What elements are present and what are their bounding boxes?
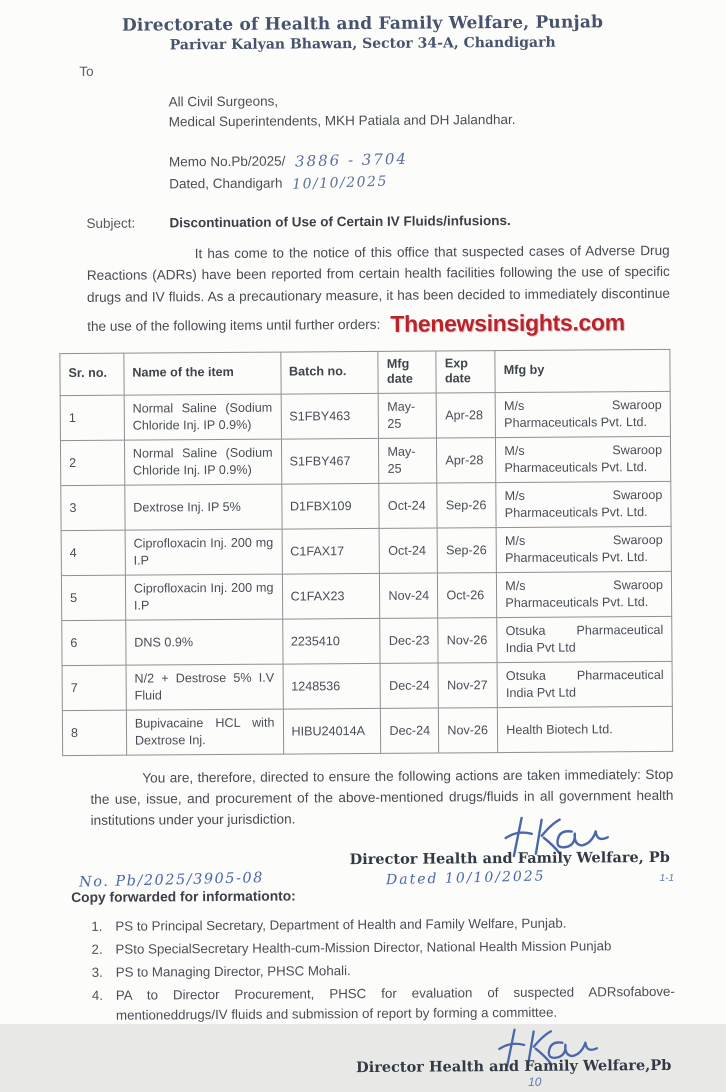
cell-batch-no: S1FBY467 bbox=[281, 438, 379, 484]
cell-sr-no: 1 bbox=[60, 395, 124, 440]
cell-exp-date: Nov-27 bbox=[438, 663, 497, 708]
memo-number-handwritten: 3886 - 3704 bbox=[295, 149, 409, 170]
memo-number-label: Memo No.Pb/2025/ bbox=[168, 153, 286, 169]
cell-mfg-date: Dec-23 bbox=[380, 618, 438, 663]
date-handwritten: 10/10/2025 bbox=[292, 173, 389, 193]
cell-item-name: DNS 0.9% bbox=[126, 619, 283, 665]
director-designation: Director Health and Family Welfare,Pb bbox=[356, 1056, 672, 1077]
cell-batch-no: C1FAX17 bbox=[282, 528, 380, 574]
forwarding-list bbox=[91, 913, 675, 1026]
table-row bbox=[62, 616, 672, 665]
cell-mfg-date: Oct-24 bbox=[379, 483, 437, 528]
signature-initials-mark: 1-1 bbox=[659, 873, 675, 885]
cell-mfg-date: Dec-24 bbox=[381, 708, 439, 753]
cell-exp-date: Nov-26 bbox=[439, 708, 498, 753]
table-row bbox=[61, 571, 671, 620]
cell-mfg-by: M/s Swaroop Pharmaceuticals Pvt. Ltd. bbox=[496, 481, 671, 527]
cell-mfg-by: Otsuka Pharmaceutical India Pvt Ltd bbox=[497, 661, 672, 707]
cell-item-name: Ciprofloxacin Inj. 200 mg I.P bbox=[125, 574, 282, 620]
cell-item-name: Dextrose Inj. IP 5% bbox=[125, 484, 282, 530]
table-row bbox=[62, 706, 672, 755]
header-mfg-by: Mfg by bbox=[495, 349, 670, 393]
table-header-row bbox=[60, 349, 670, 396]
cell-mfg-by: M/s Swaroop Pharmaceuticals Pvt. Ltd. bbox=[496, 436, 671, 482]
signature-initials-mark: 10 bbox=[528, 1074, 542, 1089]
table-row bbox=[61, 481, 671, 530]
table-row bbox=[60, 391, 670, 440]
cell-mfg-by: Otsuka Pharmaceutical India Pvt Ltd bbox=[497, 616, 672, 662]
discontinued-items-table bbox=[59, 348, 673, 756]
cell-sr-no: 7 bbox=[62, 665, 126, 710]
forwarding-item: PSto SpecialSecretary Health-cum-Mission Director, National Health Mission Punjab bbox=[115, 938, 612, 957]
cell-exp-date: Apr-28 bbox=[437, 438, 496, 483]
letterhead bbox=[57, 12, 668, 54]
cell-exp-date: Nov-26 bbox=[438, 618, 497, 663]
cell-mfg-by: M/s Swaroop Pharmaceuticals Pvt. Ltd. bbox=[495, 391, 670, 437]
addressee-line-2: Medical Superintendents, MKH Patiala and DH Jalandhar. bbox=[168, 112, 516, 130]
cell-item-name: Ciprofloxacin Inj. 200 mg I.P bbox=[125, 529, 282, 575]
department-address: Parivar Kalyan Bhawan, Sector 34-A, Chandigarh bbox=[169, 34, 556, 54]
header-exp-date: Exp date bbox=[436, 350, 495, 393]
header-item-name: Name of the item bbox=[124, 352, 281, 396]
cell-batch-no: 2235410 bbox=[282, 618, 380, 664]
body-paragraph bbox=[87, 240, 671, 345]
header-sr-no: Sr. no. bbox=[60, 353, 124, 396]
cell-batch-no: C1FAX23 bbox=[282, 573, 380, 619]
cell-exp-date: Sep-26 bbox=[437, 483, 496, 528]
cell-mfg-date: May-25 bbox=[379, 438, 437, 483]
cell-batch-no: 1248536 bbox=[283, 663, 381, 709]
cell-item-name: Normal Saline (Sodium Chloride Inj. IP 0.9%) bbox=[124, 394, 281, 440]
cell-mfg-by: M/s Swaroop Pharmaceuticals Pvt. Ltd. bbox=[497, 571, 672, 617]
cell-mfg-date: Nov-24 bbox=[380, 573, 438, 618]
table-row bbox=[60, 436, 670, 485]
watermark-text: Thenewsinsights.com bbox=[390, 309, 626, 338]
cell-batch-no: S1FBY463 bbox=[281, 393, 379, 439]
cell-item-name: Normal Saline (Sodium Chloride Inj. IP 0.9%) bbox=[124, 439, 281, 485]
addressee-line-1: All Civil Surgeons, bbox=[168, 93, 279, 110]
cell-item-name: Bupivacaine HCL with Dextrose Inj. bbox=[126, 709, 283, 755]
cell-sr-no: 8 bbox=[62, 710, 126, 755]
subject-row bbox=[58, 212, 669, 231]
copy-forwarded-heading: Copy forwarded for informationto: bbox=[71, 888, 296, 906]
cell-sr-no: 3 bbox=[61, 485, 125, 530]
signature-date-handwritten: Dated 10/10/2025 bbox=[385, 868, 546, 889]
cell-batch-no: HIBU24014A bbox=[283, 708, 381, 754]
table-row bbox=[61, 526, 671, 575]
cell-mfg-by: Health Biotech Ltd. bbox=[498, 706, 673, 752]
memo-block bbox=[169, 145, 669, 195]
dated-label: Dated, Chandigarh bbox=[169, 175, 283, 191]
closing-paragraph-text: You are, therefore, directed to ensure the following actions are taken immediately: Stop the use, issue, and procurement of the above-mentioned drugs/fluids in all government health institutions under your jurisdiction. bbox=[90, 766, 674, 829]
cell-batch-no: D1FBX109 bbox=[281, 483, 379, 529]
items-table-body bbox=[60, 391, 672, 755]
cell-exp-date: Sep-26 bbox=[437, 528, 496, 573]
header-mfg-date: Mfg date bbox=[378, 351, 436, 394]
director-designation: Director Health and Family Welfare, Pb bbox=[349, 849, 670, 869]
cell-sr-no: 4 bbox=[61, 530, 125, 575]
cell-mfg-by: M/s Swaroop Pharmaceuticals Pvt. Ltd. bbox=[496, 526, 671, 572]
cell-sr-no: 2 bbox=[60, 440, 124, 485]
cell-mfg-date: Oct-24 bbox=[380, 528, 438, 573]
signature-block-2 bbox=[64, 1025, 671, 1092]
addressee-block bbox=[169, 89, 669, 133]
cell-mfg-date: Dec-24 bbox=[380, 663, 438, 708]
forwarding-item: PS to Principal Secretary, Department of Health and Family Welfare, Punjab. bbox=[115, 915, 567, 935]
cell-sr-no: 5 bbox=[61, 575, 125, 620]
cell-exp-date: Apr-28 bbox=[437, 393, 496, 438]
header-batch-no: Batch no. bbox=[280, 351, 378, 394]
signature-block-1 bbox=[63, 827, 670, 870]
body-paragraph-text: It has come to the notice of this office that suspected cases of Adverse Drug Reactions (ADRs) have been reported from certain health facilities following the use of specific drugs and IV fluids. As a precautionary measure, it has been decided to immediately discontinue the use of the following items until further orders: bbox=[86, 242, 671, 335]
table-row bbox=[62, 661, 672, 710]
cell-item-name: N/2 + Destrose 5% I.V Fluid bbox=[126, 664, 283, 710]
to-label: To bbox=[79, 63, 94, 79]
forwarding-item: PS to Managing Director, PHSC Mohali. bbox=[115, 963, 351, 980]
cell-exp-date: Oct-26 bbox=[438, 573, 497, 618]
subject-label: Subject: bbox=[86, 215, 136, 231]
forwarding-item: PA to Director Procurement, PHSC for evaluation of suspected ADRsofabove-mentioneddrugs/IV fluids and submission of report by forming a committee. bbox=[115, 983, 675, 1023]
cell-mfg-date: May-25 bbox=[379, 393, 437, 438]
forwarding-ref-handwritten: No. Pb/2025/3905-08 bbox=[78, 870, 265, 891]
subject-text: Discontinuation of Use of Certain IV Fluids/infusions. bbox=[169, 212, 511, 231]
department-title: Directorate of Health and Family Welfare, Punjab bbox=[121, 12, 604, 36]
cell-sr-no: 6 bbox=[62, 620, 126, 665]
